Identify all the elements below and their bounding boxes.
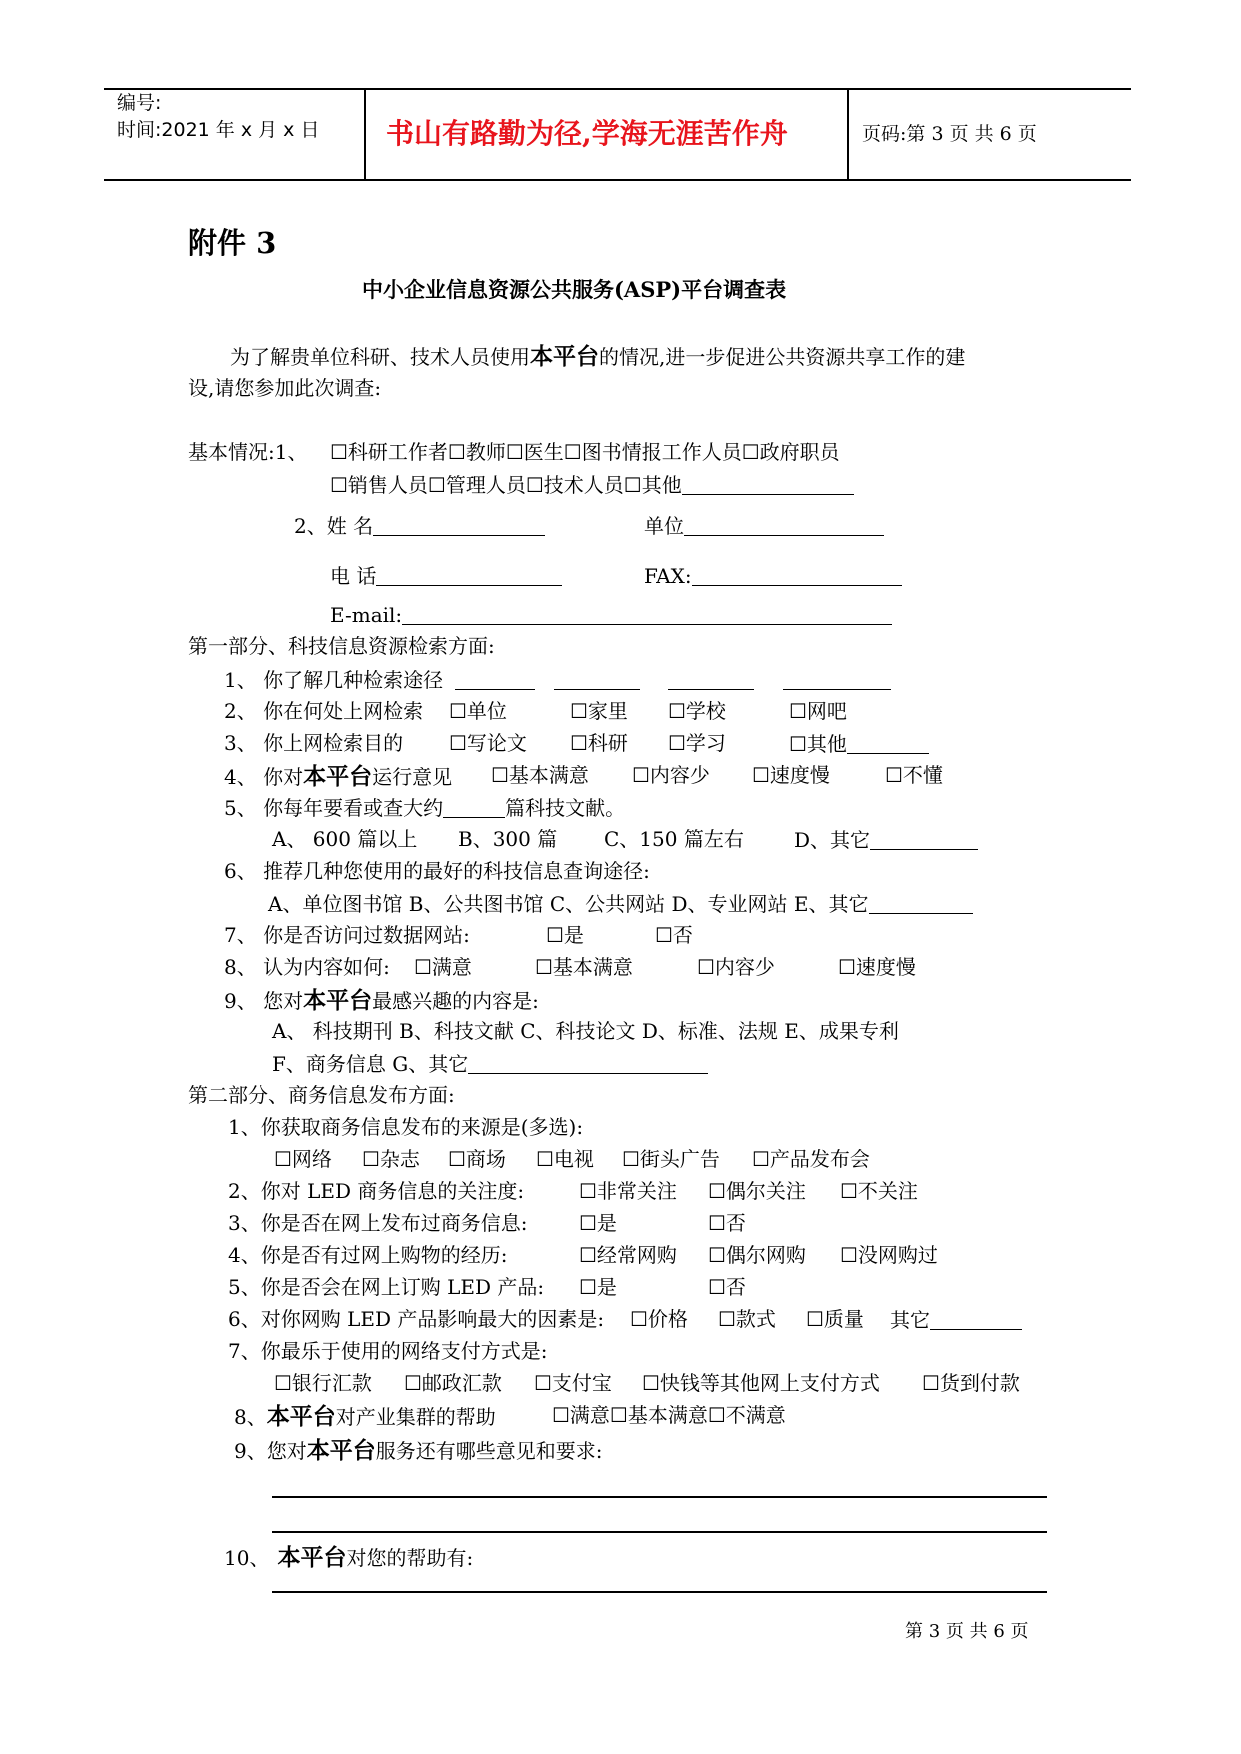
p1-q4-opt-basic[interactable]: ☐基本满意 (491, 763, 589, 787)
p2-q1-opt-mall[interactable]: ☐商场 (448, 1147, 506, 1171)
header-page: 页码:第 3 页 共 6 页 (862, 123, 1037, 145)
intro-platform: 本平台 (530, 343, 599, 370)
p2-q9-num: 9、您对 (234, 1439, 307, 1463)
p2-q1-opt-tv[interactable]: ☐电视 (536, 1147, 594, 1171)
phone-field[interactable] (376, 565, 562, 586)
p1-q7-opt-yes[interactable]: ☐是 (546, 923, 584, 947)
header-motto: 书山有路勤为径,学海无涯苦作舟 (386, 117, 788, 150)
p2-q8 (234, 1405, 496, 1428)
p1-q2-opt-home[interactable]: ☐家里 (570, 699, 628, 723)
p1-q2-label: 2、 你在何处上网检索 (224, 699, 424, 723)
p1-q9-options-2[interactable] (272, 1053, 708, 1074)
p2-q9 (234, 1439, 602, 1462)
p2-q9-platform: 本平台 (306, 1437, 376, 1464)
header-bottom-border (104, 179, 1131, 181)
header-time: 时间:2021 年 x 月 x 日 (117, 119, 320, 141)
p2-q10-answer-line[interactable] (272, 1591, 1047, 1593)
p1-q9-options-2-text: F、商务信息 G、其它 (272, 1052, 469, 1076)
p2-q1-opt-network[interactable]: ☐网络 (274, 1147, 332, 1171)
unit-label: 单位 (644, 514, 684, 538)
fax-row (644, 565, 902, 586)
p2-q4-label: 4、你是否有过网上购物的经历: (228, 1243, 508, 1267)
p1-q6-label: 6、 推荐几种您使用的最好的科技信息查询途径: (224, 859, 650, 883)
fax-label: FAX: (644, 564, 692, 588)
p1-q6-options[interactable] (268, 893, 973, 914)
p1-q3-opt-study[interactable]: ☐学习 (668, 731, 726, 755)
p1-q7-label: 7、 你是否访问过数据网站: (224, 923, 470, 947)
p2-q4-opt-never[interactable]: ☐没网购过 (840, 1243, 938, 1267)
p1-q4-opt-slow[interactable]: ☐速度慢 (752, 763, 830, 787)
phone-row (330, 565, 562, 586)
p2-q4-opt-often[interactable]: ☐经常网购 (579, 1243, 677, 1267)
p1-q4 (224, 765, 452, 788)
p1-q7-opt-no[interactable]: ☐否 (655, 923, 693, 947)
p1-q5-opt-d[interactable] (794, 829, 978, 850)
occupation-other-field[interactable] (682, 474, 854, 495)
p2-q2-label: 2、你对 LED 商务信息的关注度: (228, 1179, 525, 1203)
p1-q3-opt-other-text: ☐其他 (789, 732, 847, 756)
p1-q1 (224, 669, 891, 690)
p2-q6-label: 6、对你网购 LED 产品影响最大的因素是: (228, 1307, 605, 1331)
header-number: 编号: (117, 92, 162, 114)
p1-q2-opt-school[interactable]: ☐学校 (668, 699, 726, 723)
p1-q5-opt-a[interactable]: A、 600 篇以上 (272, 827, 418, 851)
p2-q8-options[interactable]: ☐满意☐基本满意☐不满意 (552, 1403, 786, 1427)
p2-q6-opt-quality[interactable]: ☐质量 (806, 1307, 864, 1331)
p1-q5-text-b: 篇科技文献。 (505, 796, 626, 820)
p1-q6-other-field[interactable] (869, 893, 973, 914)
name-label: 2、姓 名 (294, 514, 374, 538)
p2-q3-opt-yes[interactable]: ☐是 (579, 1211, 617, 1235)
p2-q9-answer-line-1[interactable] (272, 1496, 1047, 1498)
header-top-border (104, 88, 1131, 90)
p2-q7-label: 7、你最乐于使用的网络支付方式是: (228, 1339, 548, 1363)
p1-q9-text: 最感兴趣的内容是: (372, 989, 539, 1013)
attachment-label: 附件 3 (188, 226, 277, 260)
p1-q9-num: 9、 您对 (224, 989, 304, 1013)
header-divider-right (847, 88, 849, 180)
p2-q7-opt-bank[interactable]: ☐银行汇款 (274, 1371, 372, 1395)
page-footer: 第 3 页 共 6 页 (905, 1621, 1029, 1642)
fax-field[interactable] (692, 565, 902, 586)
p2-q8-text: 对产业集群的帮助 (335, 1405, 496, 1429)
p2-q3-opt-no[interactable]: ☐否 (708, 1211, 746, 1235)
p2-q6-opt-price[interactable]: ☐价格 (630, 1307, 688, 1331)
p1-q4-text: 运行意见 (372, 765, 453, 789)
p2-q10-platform: 本平台 (277, 1544, 347, 1571)
p1-q9-platform: 本平台 (303, 987, 373, 1014)
p1-q4-opt-unknown[interactable]: ☐不懂 (885, 763, 943, 787)
p2-q5-label: 5、你是否会在网上订购 LED 产品: (228, 1275, 545, 1299)
p1-q1-field-4[interactable] (783, 669, 891, 690)
p1-q1-field-2[interactable] (554, 669, 640, 690)
p1-q4-platform: 本平台 (303, 763, 373, 790)
occupation-options-2-text: ☐销售人员☐管理人员☐技术人员☐其他 (330, 473, 682, 497)
p1-q9-options-1[interactable]: A、 科技期刊 B、科技文献 C、科技论文 D、标准、法规 E、成果专利 (272, 1019, 899, 1043)
occupation-options-2[interactable] (330, 474, 854, 495)
p2-q6-other-field[interactable] (930, 1309, 1022, 1330)
p1-q3-opt-paper[interactable]: ☐写论文 (449, 731, 527, 755)
p1-q8-opt-slow[interactable]: ☐速度慢 (838, 955, 916, 979)
p1-q4-opt-little[interactable]: ☐内容少 (632, 763, 710, 787)
p1-q3-opt-other[interactable] (789, 733, 929, 754)
p2-q6-opt-style[interactable]: ☐款式 (718, 1307, 776, 1331)
p2-q9-text: 服务还有哪些意见和要求: (375, 1439, 603, 1463)
basic-label: 基本情况:1、 (188, 440, 308, 464)
p1-q3-label: 3、 你上网检索目的 (224, 731, 404, 755)
p1-q5-other-field[interactable] (870, 829, 978, 850)
p2-q7-opt-online[interactable]: ☐快钱等其他网上支付方式 (642, 1371, 880, 1395)
p2-q5-opt-no[interactable]: ☐否 (708, 1275, 746, 1299)
p2-q6-opt-other[interactable] (890, 1309, 1022, 1330)
p2-q3-label: 3、你是否在网上发布过商务信息: (228, 1211, 528, 1235)
intro-text-a: 为了解贵单位科研、技术人员使用 (230, 345, 530, 369)
p2-q2-opt-occasional[interactable]: ☐偶尔关注 (708, 1179, 806, 1203)
email-label: E-mail: (330, 603, 403, 627)
p2-q1-opt-launch[interactable]: ☐产品发布会 (752, 1147, 870, 1171)
p2-q1-label: 1、你获取商务信息发布的来源是(多选): (228, 1115, 584, 1139)
page-title: 中小企业信息资源公共服务(ASP)平台调查表 (362, 277, 787, 302)
p2-q1-opt-street-ad[interactable]: ☐街头广告 (622, 1147, 720, 1171)
email-field[interactable] (402, 604, 892, 625)
occupation-options-1[interactable]: ☐科研工作者☐教师☐医生☐图书情报工作人员☐政府职员 (330, 440, 840, 464)
unit-field[interactable] (684, 515, 884, 536)
p2-q10-num: 10、 (224, 1546, 270, 1570)
p2-q2-opt-very[interactable]: ☐非常关注 (579, 1179, 677, 1203)
p1-q8-label: 8、 认为内容如何: (224, 955, 390, 979)
header-divider-left (364, 88, 366, 180)
p1-q5-opt-b[interactable]: B、300 篇 (458, 827, 558, 851)
p2-q6-opt-other-text: 其它 (890, 1308, 930, 1332)
p2-q8-num: 8、 (234, 1405, 267, 1429)
p1-q2-opt-unit[interactable]: ☐单位 (449, 699, 507, 723)
p2-q5-opt-yes[interactable]: ☐是 (579, 1275, 617, 1299)
name-field[interactable] (373, 515, 545, 536)
email-row (330, 604, 892, 625)
p2-q8-platform: 本平台 (266, 1403, 336, 1430)
part2-heading: 第二部分、商务信息发布方面: (188, 1083, 455, 1107)
p2-q2-opt-none[interactable]: ☐不关注 (840, 1179, 918, 1203)
phone-label: 电 话 (330, 564, 377, 588)
p1-q2-opt-netcafe[interactable]: ☐网吧 (789, 699, 847, 723)
intro-line2: 设,请您参加此次调查: (188, 376, 382, 400)
p1-q5-opt-d-text: D、其它 (794, 828, 871, 852)
unit-row (644, 515, 884, 536)
p1-q5-field[interactable] (443, 797, 505, 818)
p1-q5-opt-c[interactable]: C、150 篇左右 (604, 827, 744, 851)
p1-q3-opt-research[interactable]: ☐科研 (570, 731, 628, 755)
p1-q8-opt-little[interactable]: ☐内容少 (697, 955, 775, 979)
p1-q1-field-3[interactable] (668, 669, 754, 690)
p2-q4-opt-occasional[interactable]: ☐偶尔网购 (708, 1243, 806, 1267)
p1-q5-text-a: 5、 你每年要看或查大约 (224, 796, 444, 820)
p1-q4-num: 4、 你对 (224, 765, 304, 789)
p1-q9 (224, 989, 539, 1012)
intro-text-b: 的情况,进一步促进公共资源共享工作的建 (599, 345, 966, 369)
p2-q10 (224, 1546, 473, 1569)
p1-q3-other-field[interactable] (847, 733, 929, 754)
p1-q9-other-field[interactable] (468, 1053, 708, 1074)
p2-q7-opt-cod[interactable]: ☐货到付款 (922, 1371, 1020, 1395)
p1-q5 (224, 797, 625, 818)
intro-line1 (230, 345, 965, 368)
p1-q1-field-1[interactable] (455, 669, 535, 690)
p2-q10-text: 对您的帮助有: (346, 1546, 474, 1570)
p1-q6-options-text: A、单位图书馆 B、公共图书馆 C、公共网站 D、专业网站 E、其它 (268, 892, 869, 916)
p2-q1-opt-magazine[interactable]: ☐杂志 (362, 1147, 420, 1171)
name-row (294, 515, 545, 536)
p2-q9-answer-line-2[interactable] (272, 1531, 1047, 1533)
p2-q7-opt-alipay[interactable]: ☐支付宝 (534, 1371, 612, 1395)
p1-q8-opt-basic[interactable]: ☐基本满意 (535, 955, 633, 979)
p1-q1-label: 1、 你了解几种检索途径 (224, 668, 444, 692)
p1-q8-opt-satisfied[interactable]: ☐满意 (414, 955, 472, 979)
p2-q7-opt-postal[interactable]: ☐邮政汇款 (404, 1371, 502, 1395)
part1-heading: 第一部分、科技信息资源检索方面: (188, 634, 495, 658)
